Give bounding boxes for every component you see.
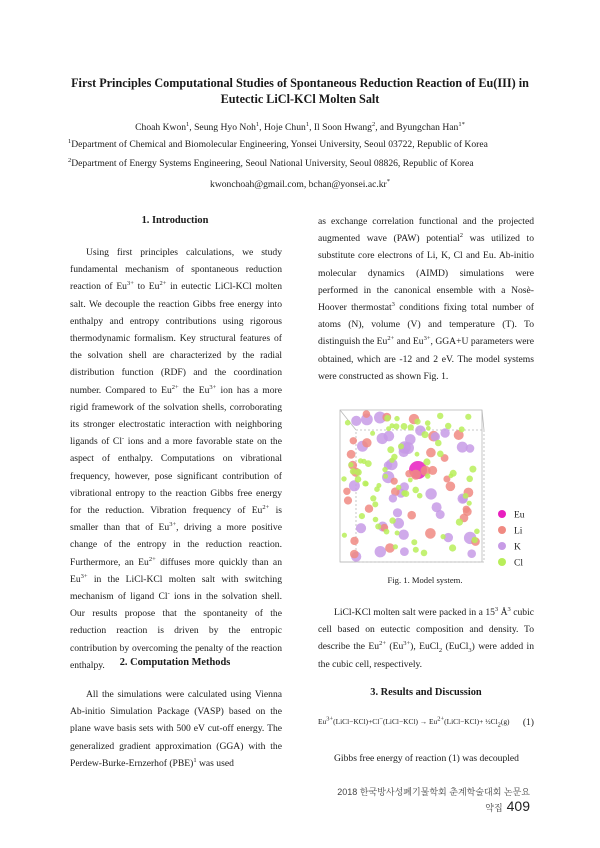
atom-cl xyxy=(469,466,476,473)
atom-cl xyxy=(384,529,390,535)
legend-label-cl: Cl xyxy=(514,558,523,569)
affiliation-1-marker: 1 xyxy=(68,137,72,145)
atom-k xyxy=(389,494,397,502)
atom-li xyxy=(428,466,437,475)
author-2-affil: 1 xyxy=(255,120,260,128)
contact-email xyxy=(40,179,560,190)
author-3-affil: 1 xyxy=(305,120,310,128)
atom-cl xyxy=(449,544,456,551)
atom-li xyxy=(391,478,398,485)
atom-cl xyxy=(465,414,471,420)
atom-li xyxy=(350,550,359,559)
author-5-affil: 1* xyxy=(458,120,465,128)
author-1-affil: 1 xyxy=(186,120,190,128)
atom-cl xyxy=(376,483,381,488)
atom-k xyxy=(399,530,409,540)
affiliation-2-marker: 2 xyxy=(68,156,72,164)
author-2: , Seung Hyo Noh xyxy=(189,122,256,133)
atom-k xyxy=(405,434,416,445)
atom-k xyxy=(425,488,436,499)
atom-cl xyxy=(370,431,375,436)
atom-li xyxy=(344,496,352,504)
atom-cl xyxy=(401,423,408,430)
atom-k xyxy=(440,428,449,437)
atom-cl xyxy=(382,467,387,472)
atom-li xyxy=(425,528,436,539)
author-list xyxy=(40,122,560,133)
atom-k xyxy=(436,510,445,519)
atom-li xyxy=(350,537,358,545)
atom-cl xyxy=(373,517,379,523)
atom-cl xyxy=(463,493,469,499)
atom-cl xyxy=(396,485,401,490)
atom-cl xyxy=(394,416,399,421)
atom-k xyxy=(351,416,361,426)
atom-cl xyxy=(364,481,369,486)
atom-li xyxy=(405,470,412,477)
atom-cl xyxy=(472,537,478,543)
atom-cl xyxy=(387,446,394,453)
atom-cl xyxy=(421,550,428,557)
atom-cl xyxy=(401,490,407,496)
atom-cl xyxy=(389,517,395,523)
atom-li xyxy=(347,450,356,459)
atom-li xyxy=(362,438,371,447)
email-text: kwonchoah@gmail.com, bchan@yonsei.ac.kr xyxy=(210,179,387,190)
legend-swatch-cl xyxy=(498,558,506,566)
atom-cl xyxy=(342,533,347,538)
legend-swatch-eu xyxy=(498,510,506,518)
email-marker: * xyxy=(386,177,390,185)
figure-caption: Fig. 1. Model system. xyxy=(387,575,463,585)
atom-k xyxy=(467,549,476,558)
atom-cl xyxy=(412,487,419,494)
legend-label-eu: Eu xyxy=(514,510,525,521)
affiliation-1 xyxy=(68,139,548,150)
atom-li xyxy=(343,488,350,495)
atom-cl xyxy=(389,458,394,463)
author-1: Choah Kwon xyxy=(135,122,187,133)
atom-k xyxy=(375,546,386,557)
atom-cl xyxy=(393,544,398,549)
results-body: Gibbs free energy of reaction (1) was decoupled xyxy=(334,753,519,764)
affiliation-1-text: Department of Chemical and Biomolecular Engineering, Yonsei University, Seoul 03722, Republic of Korea xyxy=(71,139,488,150)
atom-cl xyxy=(375,524,381,530)
methods-continued: as exchange correlation functional and the projected augmented wave (PAW) potential$^2$ was utilized to substitute core electrons of Li, K, Cl and Eu. Ab-initio molecular dynamics (AIMD) simulations were performed in the canonical ensemble with a Nosè-Hoover thermostat$^3$ conditions fixing total number of atoms (N), volume (V) and temperature (T). To distinguish the $Eu^{2+}$ and $Eu^{3+}$, GGA+U parameters were obtained, which are -12 and 2 eV. The model systems were constructed as shown Fig. 1. xyxy=(318,216,535,382)
atom-li xyxy=(407,511,416,520)
atom-cl xyxy=(370,495,376,501)
atom-cl xyxy=(437,451,444,458)
legend-swatch-k xyxy=(498,542,506,550)
introduction-body: Using first principles calculations, we study fundamental mechanism of spontaneous reduction reaction of $Eu^{3+}$ to $Eu^{2+}$ in eutectic LiCl-KCl molten salt. We decouple the reaction Gibbs free energy into enthalpy and entropy contributions using rigorous thermodynamic formalism. Key structural features of the solvation shell are characterized by the radial distribution function (RDF) and the coordination number. Compared to $Eu^{2+}$ the $Eu^{3+}$ ion has a more rigid framework of the solvation shells, corroborating its stronger electrostatic interaction with neighboring ligands of Cl- ions and a more favorable state on the aspect of enthalpy. Computations on vibrational frequency, however, pose significant contribution of vibrational entropy to the reaction Gibbs free energy for the reduction. Vibration frequency of $Eu^{2+}$ is smaller than that of $Eu^{3+}$, driving a more positive change of the entropy in the reduction reaction. Furthermore, an $Eu^{2+}$ diffuses more quickly than an $Eu^{3+}$ in the LiCl-KCl molten salt with switching mechanism of ligand Cl- ions in the solvation shell. Our results propose that the spontaneity of the reduction reaction is driven by the entropic contribution by overcoming the penalty of the reaction enthalpy. xyxy=(70,247,282,671)
legend-swatch-li xyxy=(498,526,506,534)
atom-cl xyxy=(422,431,429,438)
atom-cl xyxy=(345,420,351,426)
author-4-affil: 2 xyxy=(371,120,376,128)
atom-cl xyxy=(459,426,465,432)
atom-cl xyxy=(437,413,443,419)
atom-cl xyxy=(408,424,414,430)
heading-methods: 2. Computation Methods xyxy=(119,657,231,668)
atom-cl xyxy=(348,462,353,467)
author-4: , Il Soon Hwang xyxy=(309,122,372,133)
atom-cl xyxy=(449,473,454,478)
atom-cl xyxy=(417,493,423,499)
atom-k xyxy=(384,431,395,442)
legend-label-k: K xyxy=(514,542,521,553)
atom-k xyxy=(466,444,475,453)
atom-cl xyxy=(466,476,473,483)
atom-cl xyxy=(390,423,395,428)
atom-li xyxy=(463,506,470,513)
reaction-equation xyxy=(318,715,534,729)
affiliation-2 xyxy=(68,158,548,169)
equation-number: (1) xyxy=(522,717,534,728)
author-3: , Hoje Chun xyxy=(259,122,306,133)
atom-cl xyxy=(350,468,357,475)
title-line-2: Eutectic LiCl-KCl Molten Salt xyxy=(220,92,380,106)
author-5: , and Byungchan Han xyxy=(375,122,459,133)
atom-k xyxy=(356,523,366,533)
atom-cl xyxy=(395,531,400,536)
atom-cl xyxy=(413,547,419,553)
atom-k xyxy=(400,547,409,556)
atom-cl xyxy=(384,415,391,422)
atom-cl xyxy=(425,473,430,478)
atom-cl xyxy=(359,513,365,519)
atom-cl xyxy=(423,458,430,465)
atom-cl xyxy=(425,420,431,426)
page-footer xyxy=(330,785,530,814)
atom-li xyxy=(363,410,371,418)
atom-cl xyxy=(411,539,417,545)
page-number: 409 xyxy=(506,798,530,814)
atom-cl xyxy=(414,419,420,425)
atom-cloud xyxy=(341,410,480,561)
methods-body: All the simulations were calculated using Vienna Ab-initio Simulation Package (VASP) based on the plane wave basis sets with 500 eV cut-off energy. The generalized gradient approximation (GGA) with the Perdew-Burke-Ernzerhof (PBE)$^1$ was used xyxy=(70,689,282,769)
atom-li xyxy=(365,505,373,513)
heading-introduction: 1. Introduction xyxy=(141,215,209,226)
equation-body: $Eu^{3+}(LiCl-KCl)+Cl^-(LiCl-KCl)$ → $Eu^{2+}(LiCl-KCl)+$ $\frac{1}{2}Cl_2(g)$ xyxy=(318,715,510,729)
atom-cl xyxy=(441,534,446,539)
proceedings-title: 2018 한국방사성폐기물학회 춘계학술대회 논문요약집 xyxy=(337,787,530,813)
title-line-1: First Principles Computational Studies of Spontaneous Reduction Reaction of Eu(III) in xyxy=(71,76,529,90)
atom-cl xyxy=(474,529,480,535)
atom-cl xyxy=(426,426,431,431)
atom-cl xyxy=(408,478,413,483)
atom-cl xyxy=(341,476,346,481)
model-system-figure xyxy=(322,404,534,580)
atom-cl xyxy=(435,440,442,447)
atom-cl xyxy=(456,519,463,526)
atom-cl xyxy=(445,423,451,429)
atom-cl xyxy=(467,501,472,506)
atom-cl xyxy=(355,476,362,483)
atom-cl xyxy=(415,452,420,457)
paper-title xyxy=(40,75,560,107)
atom-cl xyxy=(372,501,378,507)
atom-cl xyxy=(383,474,388,479)
figure-legend xyxy=(498,510,525,569)
legend-label-li: Li xyxy=(514,526,523,537)
model-description: LiCl-KCl molten salt were packed in a $15^3$ $Å^3$ cubic cell based on eutectic composition and density. To describe the $Eu^{2+}$ $(Eu^{3+})$, EuCl$_2$ (EuCl$_3$) were added in the cubic cell, respectively. xyxy=(318,605,535,670)
atom-cl xyxy=(398,443,404,449)
atom-li xyxy=(446,482,456,492)
atom-li xyxy=(426,448,436,458)
affiliation-2-text: Department of Energy Systems Engineering, Seoul National University, Seoul 08826, Republic of Korea xyxy=(71,158,474,169)
heading-results: 3. Results and Discussion xyxy=(370,687,482,698)
atom-li xyxy=(350,437,357,444)
atom-cl xyxy=(361,459,366,464)
atom-k xyxy=(393,508,402,517)
